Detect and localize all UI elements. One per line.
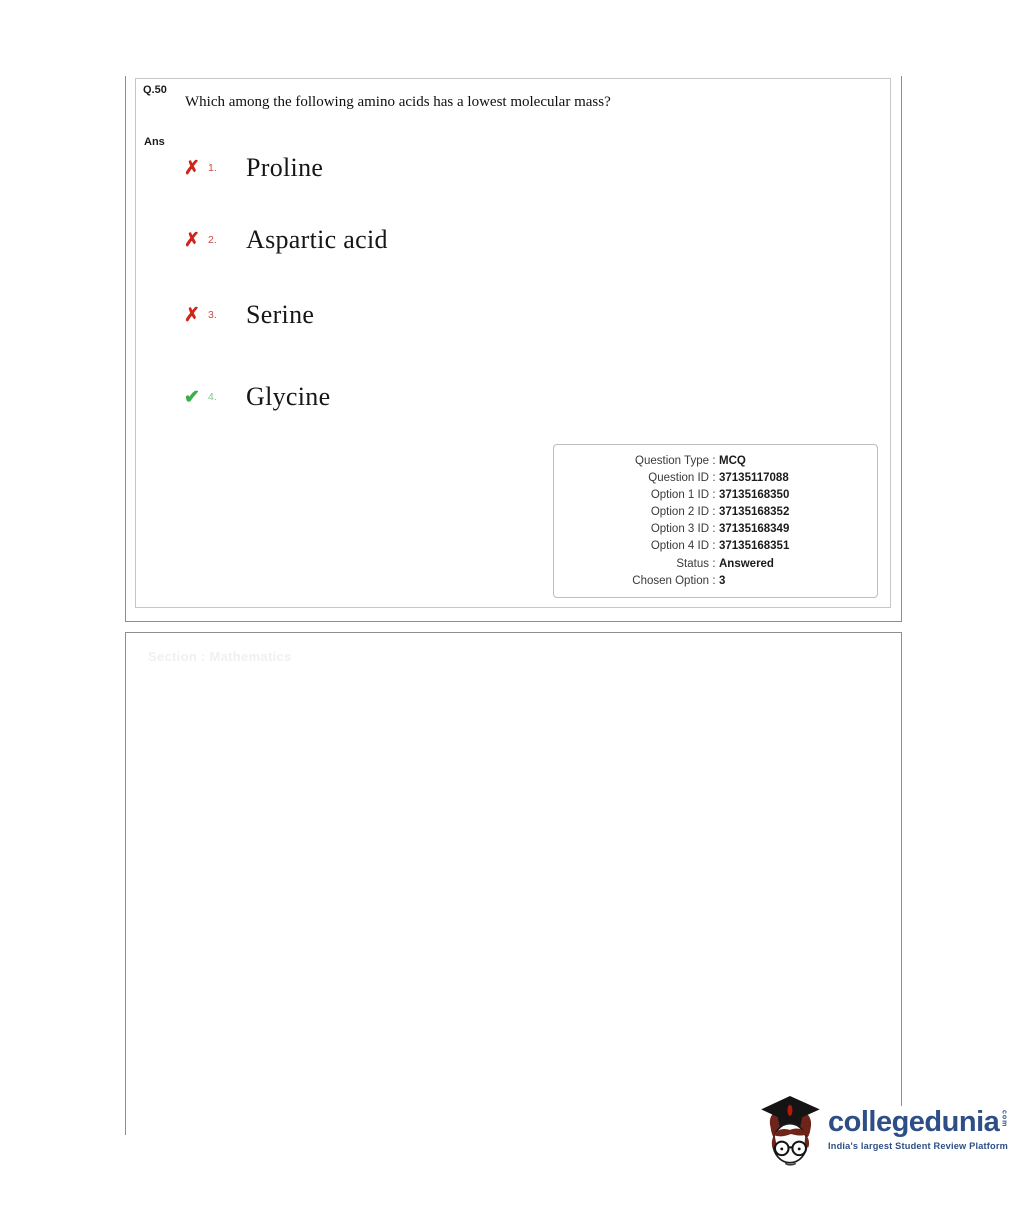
meta-separator: :: [712, 540, 716, 553]
meta-separator: :: [712, 523, 716, 536]
meta-value: 37135168349: [719, 523, 790, 536]
question-number: Q.50: [143, 84, 167, 96]
logo-text-block: [824, 1106, 1012, 1154]
option-row-1: [184, 153, 323, 183]
meta-label: Status: [676, 557, 709, 570]
question-text: Which among the following amino acids has a lowest molecular mass?: [185, 94, 611, 110]
meta-value: MCQ: [719, 455, 746, 467]
meta-label: Option 4 ID: [650, 540, 709, 553]
meta-separator: :: [712, 472, 716, 485]
option-text: Glycine: [246, 382, 331, 411]
option-row-4: [184, 382, 330, 412]
meta-label: Option 1 ID: [650, 489, 709, 502]
collegedunia-mascot-icon: [760, 1096, 822, 1172]
option-text: Serine: [246, 300, 315, 329]
meta-separator: :: [712, 557, 716, 570]
meta-value: 3: [719, 574, 726, 587]
meta-label: Question Type: [635, 455, 709, 467]
section-watermark-text: Section : Mathematics: [148, 649, 292, 664]
question-metadata-box: [553, 444, 878, 598]
logo-tagline-text: India's largest Student Review Platform: [828, 1141, 1008, 1151]
option-text: Aspartic acid: [246, 225, 388, 254]
meta-label: Chosen Option: [632, 574, 709, 587]
meta-label: Option 3 ID: [650, 523, 709, 536]
option-number: 4.: [208, 391, 217, 403]
wrong-cross-icon: ✗: [184, 229, 200, 251]
option-row-2: [184, 225, 388, 255]
meta-label: Question ID: [648, 472, 709, 485]
correct-check-icon: ✔: [184, 386, 200, 408]
answer-label: Ans: [144, 136, 165, 148]
meta-value: 37135168350: [719, 489, 790, 502]
meta-value: 37135117088: [719, 472, 789, 485]
wrong-cross-icon: ✗: [184, 157, 200, 179]
meta-value: 37135168351: [719, 540, 790, 553]
option-number: 3.: [208, 309, 217, 321]
meta-separator: :: [712, 455, 716, 467]
next-section-panel: [125, 632, 902, 1135]
meta-separator: :: [712, 506, 716, 519]
wrong-cross-icon: ✗: [184, 304, 200, 326]
meta-value: Answered: [719, 557, 774, 570]
meta-value: 37135168352: [719, 506, 790, 519]
collegedunia-logo[interactable]: [760, 1096, 1012, 1172]
option-text: Proline: [246, 153, 324, 182]
option-number: 1.: [208, 162, 217, 174]
meta-label: Option 2 ID: [650, 506, 709, 519]
option-row-3: [184, 300, 314, 330]
meta-separator: :: [712, 489, 716, 502]
meta-separator: :: [712, 574, 716, 587]
option-number: 2.: [208, 234, 217, 246]
logo-tld-text: com: [1000, 1110, 1008, 1128]
logo-brand-text: collegedunia: [828, 1106, 1000, 1138]
